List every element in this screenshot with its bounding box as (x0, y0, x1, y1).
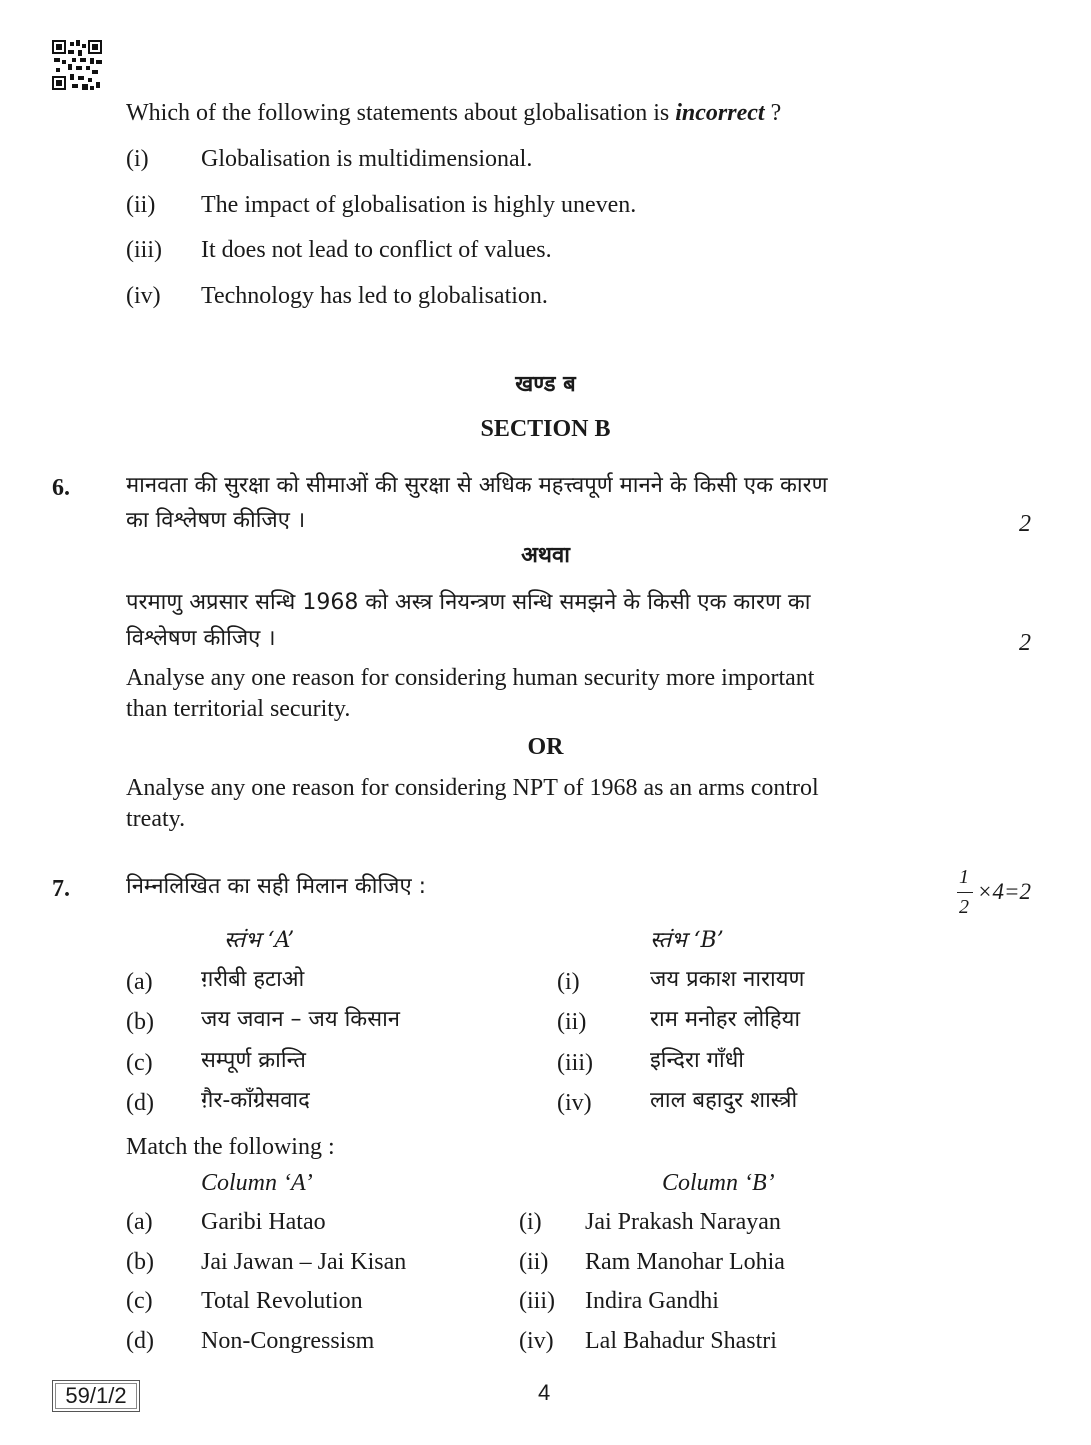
q7-hindi-b-num: (ii) (557, 1009, 587, 1035)
q7-marks-rest: ×4=2 (977, 879, 1032, 904)
q7-english-a-num: (a) (126, 1209, 153, 1235)
q7-number: 7. (52, 876, 70, 902)
q5-option-num: (iii) (126, 237, 162, 263)
q7-english-b-num: (i) (519, 1209, 542, 1235)
section-heading-english: SECTION B (480, 416, 611, 442)
q7-hindi-b-num: (iii) (557, 1050, 593, 1076)
q7-hindi-a-text: ग़ैर-काँग्रेसवाद (201, 1088, 310, 1113)
q5-option-num: (ii) (126, 192, 156, 218)
q7-hindi-a-text: ग़रीबी हटाओ (201, 967, 305, 992)
q7-english-a-num: (c) (126, 1288, 153, 1314)
q6-hindi-line2: का विश्लेषण कीजिए । (126, 508, 306, 533)
q6-alt-hindi-line2: विश्लेषण कीजिए । (126, 626, 276, 651)
q7-hindi-a-text: सम्पूर्ण क्रान्ति (201, 1048, 306, 1073)
q7-hindi-stem: निम्नलिखित का सही मिलान कीजिए : (126, 874, 427, 899)
q7-hindi-b-text: राम मनोहर लोहिया (650, 1007, 801, 1032)
q5-option-num: (i) (126, 146, 149, 172)
q5-stem-text: Which of the following statements about globalisation is (126, 100, 676, 126)
q6-alt-marks: 2 (1019, 630, 1031, 656)
q7-english-b-text: Lal Bahadur Shastri (585, 1328, 777, 1354)
q7-english-a-num: (b) (126, 1249, 154, 1275)
section-heading-hindi: खण्ड ब (515, 372, 576, 397)
q7-hindi-column-a: स्तंभ ‘A’ (224, 928, 295, 953)
q7-hindi-column-b: स्तंभ ‘B’ (650, 928, 724, 953)
q5-option-text: Globalisation is multidimensional. (201, 146, 533, 172)
page-number: 4 (538, 1380, 551, 1405)
q5-option-text: Technology has led to globalisation. (201, 283, 548, 309)
q7-english-column-b: Column ‘B’ (662, 1170, 775, 1196)
q7-english-a-text: Non-Congressism (201, 1328, 375, 1354)
q7-english-stem: Match the following : (126, 1134, 335, 1160)
q6-english-line2: than territorial security. (126, 696, 351, 722)
q7-hindi-b-text: इन्दिरा गाँधी (650, 1048, 744, 1073)
q7-marks-numerator: 1 (959, 866, 969, 888)
q5-stem (126, 99, 781, 128)
q7-marks-denominator: 2 (959, 896, 969, 918)
q6-or-english: OR (527, 734, 564, 760)
q7-english-b-num: (iii) (519, 1288, 555, 1314)
q7-english-b-text: Indira Gandhi (585, 1288, 719, 1314)
q5-option-text: The impact of globalisation is highly uneven. (201, 192, 637, 218)
q7-english-a-text: Jai Jawan – Jai Kisan (201, 1249, 407, 1275)
q6-marks: 2 (1019, 511, 1031, 537)
q6-number: 6. (52, 475, 70, 501)
q7-hindi-a-text: जय जवान – जय किसान (201, 1007, 400, 1032)
q7-english-b-text: Jai Prakash Narayan (585, 1209, 781, 1235)
q5-stem-emphasis: incorrect (675, 100, 765, 126)
q6-alt-hindi-line1: परमाणु अप्रसार सन्धि 1968 को अस्त्र नियन्त्रण सन्धि समझने के किसी एक कारण का (126, 590, 811, 615)
q7-hindi-a-num: (a) (126, 969, 153, 995)
q7-english-b-num: (ii) (519, 1249, 549, 1275)
q6-alt-english-line1: Analyse any one reason for considering NPT of 1968 as an arms control (126, 775, 819, 801)
q7-hindi-b-text: लाल बहादुर शास्त्री (650, 1088, 798, 1113)
q7-hindi-a-num: (c) (126, 1050, 153, 1076)
q6-hindi-line1: मानवता की सुरक्षा को सीमाओं की सुरक्षा से अधिक महत्त्वपूर्ण मानने के किसी एक कारण (126, 473, 828, 498)
q6-english-line1: Analyse any one reason for considering human security more important (126, 665, 815, 691)
q7-english-a-text: Garibi Hatao (201, 1209, 326, 1235)
q7-hindi-a-num: (d) (126, 1090, 154, 1116)
q7-english-column-a: Column ‘A’ (201, 1170, 313, 1196)
q5-option-text: It does not lead to conflict of values. (201, 237, 552, 263)
q7-english-a-text: Total Revolution (201, 1288, 363, 1314)
q7-hindi-b-num: (i) (557, 969, 580, 995)
q7-hindi-b-num: (iv) (557, 1090, 592, 1116)
q7-english-a-num: (d) (126, 1328, 154, 1354)
q7-english-b-num: (iv) (519, 1328, 554, 1354)
fraction-bar (957, 892, 973, 893)
qr-code-icon (52, 40, 102, 90)
q6-alt-english-line2: treaty. (126, 806, 186, 832)
q7-hindi-a-num: (b) (126, 1009, 154, 1035)
q7-hindi-b-text: जय प्रकाश नारायण (650, 967, 805, 992)
paper-code: 59/1/2 (52, 1380, 140, 1412)
q5-stem-end: ? (764, 100, 782, 126)
q7-marks (957, 866, 1037, 926)
q5-option-num: (iv) (126, 283, 161, 309)
q6-or-hindi: अथवा (521, 543, 570, 568)
q7-english-b-text: Ram Manohar Lohia (585, 1249, 785, 1275)
